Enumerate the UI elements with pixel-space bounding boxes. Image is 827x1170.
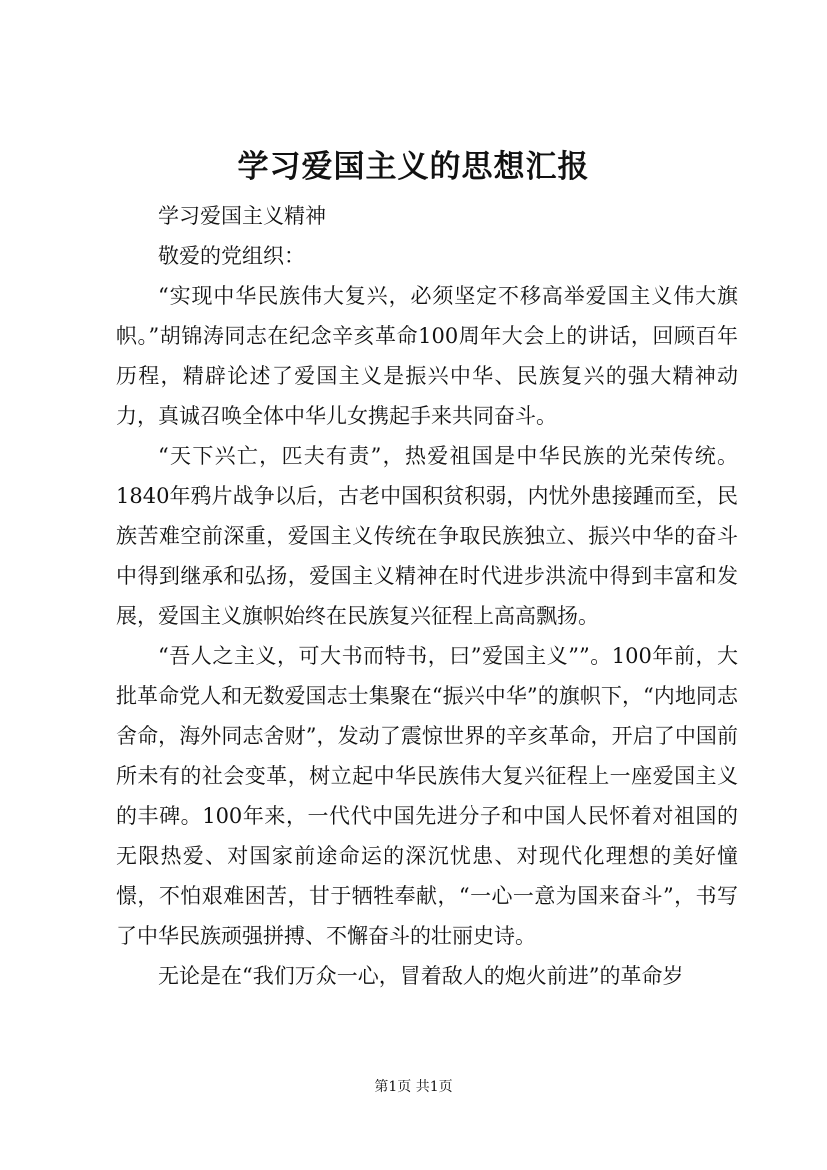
salutation: 敬爱的党组织： [158,244,305,268]
paragraph-3: “吾人之主义，可大书而特书，曰”爱国主义””。100年前，大批革命党人和无数爱国志士集聚在“振兴中华”的旗帜下，“内地同志舍命，海外同志舍财”，发动了震惊世界的辛亥革命，开启了中国前所未有的社会变革，树立起中华民族伟大复兴征程上一座爱国主义的丰碑。100年来，一代代中国先进分子和中国人民怀着对祖国的无限热爱、对国家前途命运的深沉忧患、对现代化理想的美好憧憬，不怕艰难困苦，甘于牺牲奉献，“一心一意为国来奋斗”，书写了中华民族顽强拼搏、不懈奋斗的壮丽史诗。 [116,644,738,948]
paragraph-2: “天下兴亡，匹夫有责”，热爱祖国是中华民族的光荣传统。1840年鸦片战争以后，古老中国积贫积弱，内忧外患接踵而至，民族苦难空前深重，爱国主义传统在争取民族独立、振兴中华的奋斗中得到继承和弘扬，爱国主义精神在时代进步洪流中得到丰富和发展，爱国主义旗帜始终在民族复兴征程上高高飘扬。 [116,444,738,628]
document-title: 学习爱国主义的思想汇报 [237,149,590,185]
page-footer: 第1页 共1页 [374,1079,453,1095]
document-subtitle: 学习爱国主义精神 [158,204,326,228]
paragraph-4: 无论是在“我们万众一心，冒着敌人的炮火前进”的革命岁 [158,964,684,988]
document-body [116,196,738,996]
paragraph-1: “实现中华民族伟大复兴，必须坚定不移高举爱国主义伟大旗帜。”胡锦涛同志在纪念辛亥革命100周年大会上的讲话，回顾百年历程，精辟论述了爱国主义是振兴中华、民族复兴的强大精神动力，真诚召唤全体中华儿女携起手来共同奋斗。 [116,284,738,428]
